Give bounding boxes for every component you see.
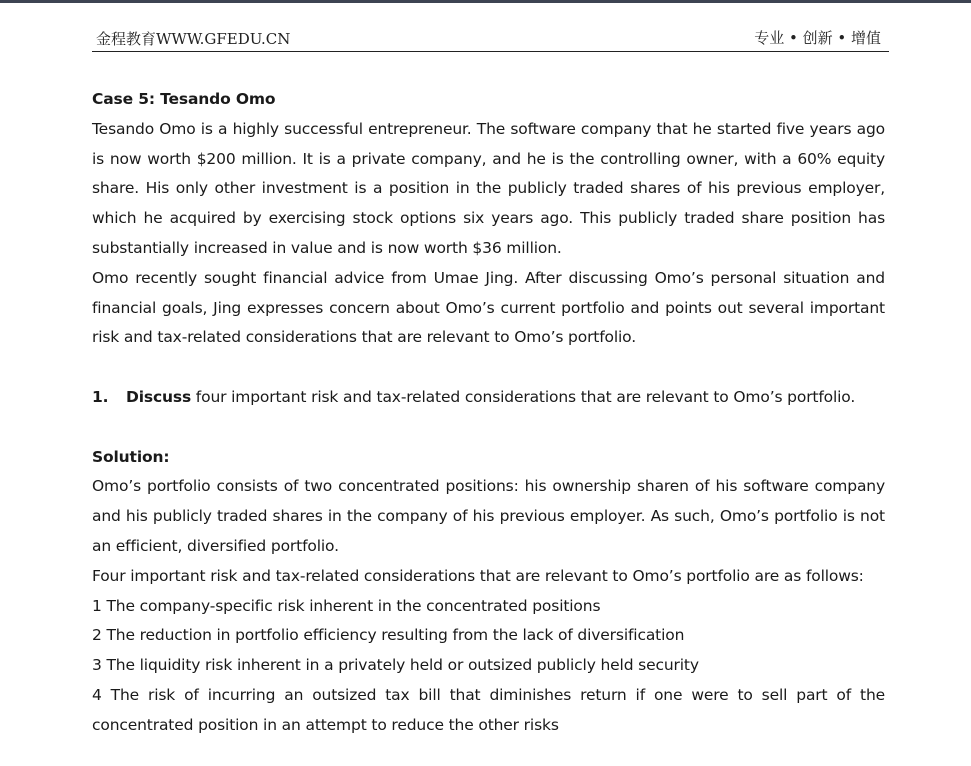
question-text: four important risk and tax-related considerations that are relevant to Omo’s portfolio.	[191, 387, 856, 406]
solution-paragraph: Four important risk and tax-related considerations that are relevant to Omo’s portfolio are as follows:	[92, 566, 864, 585]
document-body	[92, 85, 885, 741]
question-number: 1.	[92, 387, 109, 406]
top-border-bar	[0, 0, 971, 3]
header-site-name: 金程教育WWW.GFEDU.CN	[96, 30, 291, 48]
page-header	[92, 26, 889, 52]
case-paragraph: Omo recently sought financial advice from Umae Jing. After discussing Omo’s personal situation and financial goals, Jing expresses concern about Omo’s current portfolio and points out several important risk and tax-related considerations that are relevant to Omo’s portfolio.	[92, 268, 885, 347]
case-title: Case 5: Tesando Omo	[92, 90, 276, 108]
question-verb: Discuss	[126, 387, 192, 406]
solution-list-item: 3 The liquidity risk inherent in a privately held or outsized publicly held security	[92, 656, 699, 675]
solution-list-item: 2 The reduction in portfolio efficiency resulting from the lack of diversification	[92, 626, 685, 645]
case-paragraph: Tesando Omo is a highly successful entrepreneur. The software company that he started five years ago is now worth $200 million. It is a private company, and he is the controlling owner, with a 60% equity share. His only other investment is a position in the publicly traded shares of his previous employer, which he acquired by exercising stock options six years ago. This publicly traded share position has substantially increased in value and is now worth $36 million.	[92, 119, 885, 257]
solution-list-item: 4 The risk of incurring an outsized tax bill that diminishes return if one were to sell part of the concentrated position in an attempt to reduce the other risks	[92, 685, 885, 734]
solution-heading: Solution:	[92, 447, 170, 466]
spacer	[92, 413, 885, 443]
spacer	[92, 353, 885, 383]
question	[92, 383, 885, 413]
header-slogan: 专业 • 创新 • 增值	[754, 29, 881, 47]
solution-paragraph: Omo’s portfolio consists of two concentrated positions: his ownership sharen of his software company and his publicly traded shares in the company of his previous employer. As such, Omo’s portfolio is not an efficient, diversified portfolio.	[92, 477, 885, 555]
solution-list-item: 1 The company-specific risk inherent in the concentrated positions	[92, 596, 601, 615]
